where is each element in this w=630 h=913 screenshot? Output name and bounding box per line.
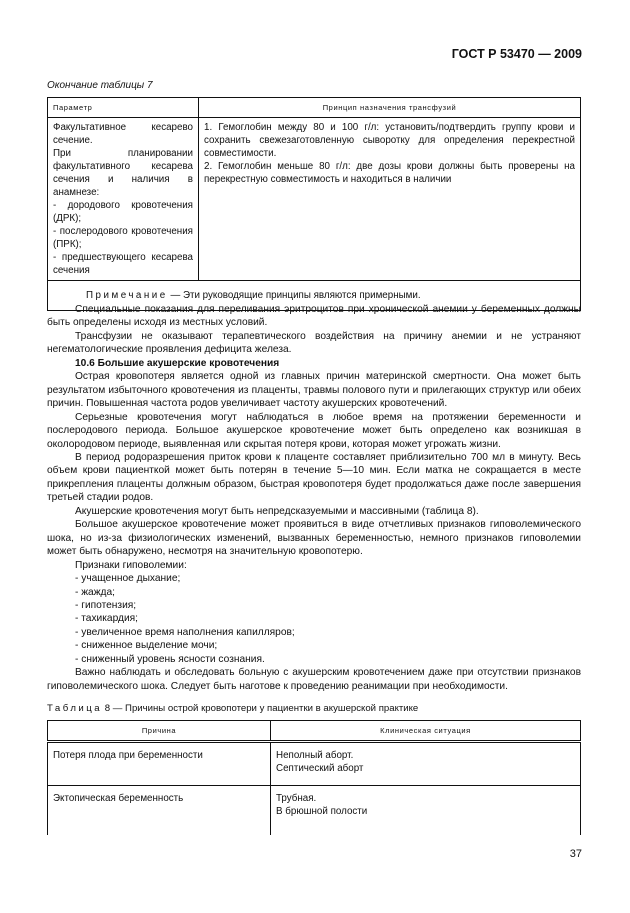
list-item: - увеличенное время наполнения капилляров; [75,626,295,638]
table-continuation-label: Окончание таблицы 7 [47,80,153,91]
paragraph: Важно наблюдать и обследовать больную с акушерским кровотечением даже при отсутствии признаков гиповолемического шока. Следует быть наготове к проведению реанимации при необходимости. [47,667,581,692]
table-row [48,118,581,281]
paragraph: Специальные показания для переливания эритроцитов при хронической анемии у беременных должны быть определены исходя из местных условий. [47,304,581,329]
table-row [48,786,581,836]
list-item: - гипотензия; [75,599,137,611]
param-line: - послеродового кровотечения (ПРК); [53,226,193,250]
param-line: - дородового кровотечения (ДРК); [53,200,193,224]
principle-line: 1. Гемоглобин между 80 и 100 г/л: установить/подтвердить группу крови и сохранить свежезаготовленную сыворотку для определения перекрестной совместимости. [204,122,575,159]
param-line: При планировании факультативного кесарева сечения и наличия в анамнезе: [53,148,193,198]
paragraph: Акушерские кровотечения могут быть непредсказуемыми и массивными (таблица 8). [75,505,479,517]
note-text: — Эти руководящие принципы являются примерными. [167,290,421,301]
cause-cell: Эктопическая беременность [48,786,271,836]
param-line: - предшествующего кесарева сечения [53,252,193,276]
cause-cell: Потеря плода при беременности [48,742,271,786]
list-item: - тахикардия; [75,613,138,625]
table-row [48,742,581,786]
paragraph: Острая кровопотеря является одной из главных причин материнской смертности. Она может быть результатом избыточного кровотечения из плаценты, травмы полового пути и прилегающих структур или обеих причин. Повышенная частота родов увеличивает частоту акушерских кровотечений. [47,371,581,410]
column-header: Клиническая ситуация [271,721,581,742]
note-label: Примечание [86,290,168,301]
body-text [47,303,581,693]
situation-line: В брюшной полости [276,806,368,817]
page-number: 37 [569,848,582,860]
paragraph: Большое акушерское кровотечение может проявиться в виде отчетливых признаков гиповолемического шока, но из-за физиологических изменений, вызванных беременностью, немного признаков гиповолемии может быть обнаружено, несмотря на значительную кровопотерю. [47,519,581,558]
standard-number: ГОСТ Р 53470 — 2009 [451,47,582,61]
list-item: - учащенное дыхание; [75,573,181,585]
situation-cell [271,742,581,786]
column-header: Принцип назначения трансфузий [199,98,581,118]
paragraph: В период родоразрешения приток крови к плаценте составляет приблизительно 700 мл в минуту. Весь объем крови пациенткой может быть потерян в течение 5—10 мин. Если матка не сокращается в месте прикрепления плаценты должным образом, быстрая кровопотеря будет продолжаться даже после завершения третьей стадии родов. [47,451,581,504]
situation-line: Неполный аборт. [276,750,354,761]
paragraph: Трансфузии не оказывают терапевтического воздействия на причину анемии и не устраняют негематологические проявления дефицита железа. [47,330,581,356]
caption-label: Таблица [47,703,103,714]
signs-title: Признаки гиповолемии: [75,559,187,571]
table-7 [47,97,581,311]
param-cell [48,118,199,281]
situation-line: Септический аборт [276,763,364,774]
section-heading: 10.6 Большие акушерские кровотечения [75,357,280,369]
list-item: - сниженный уровень ясности сознания. [75,653,265,665]
situation-cell [271,786,581,836]
table-8-caption [47,703,418,714]
table-8 [47,720,581,835]
principle-line: 2. Гемоглобин меньше 80 г/л: две дозы крови должны быть проверены на перекрестную совместимость и находиться в наличии [204,161,575,185]
list-item: - сниженное выделение мочи; [75,640,218,652]
caption-text: 8 — Причины острой кровопотери у пациентки в акушерской практике [102,703,419,714]
paragraph: Серьезные кровотечения могут наблюдаться в любое время на протяжении беременности и послеродового периода. Большое акушерское кровотечение может быть определено как возникшая в околородовом периоде, выявленная или скрытая потеря крови, которая может угрожать жизни. [47,411,581,450]
param-line: Факультативное кесарево сечение. [53,122,193,146]
list-item: - жажда; [75,586,115,598]
column-header: Параметр [48,98,199,118]
column-header: Причина [48,721,271,742]
situation-line: Трубная. [276,793,317,804]
principle-cell [199,118,581,281]
